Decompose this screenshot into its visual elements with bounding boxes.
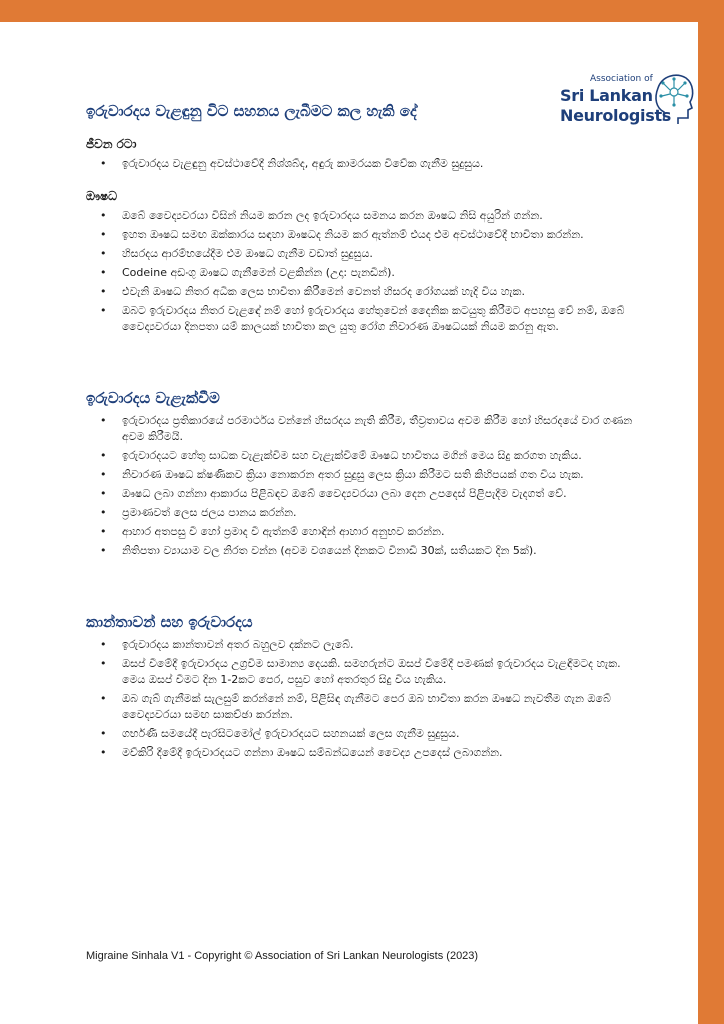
logo-text-line1: Association of bbox=[590, 74, 653, 84]
section-title-women: කාන්තාවන් සහ ඉරුවාරදය bbox=[86, 613, 253, 631]
list-item: • මව්කිරි දීමේදී ඉරුවාරදයට ගන්නා ඖෂධ සම්බන්ධයෙන් වෛද්‍ය උපදෙස් ලබාගන්න. bbox=[100, 745, 646, 761]
list-item: • හිසරදය ආරම්භයේදීම එම ඖෂධ ගැනීම වඩාත් සුදුසුය. bbox=[100, 246, 646, 262]
list-item: • නිවාරණ ඖෂධ ක්ෂණිකව ක්‍රියා නොකරන අතර සුදුසු ලෙස ක්‍රියා කිරීමට සති කිහිපයක් ගත විය හැක. bbox=[100, 467, 646, 483]
brain-head-icon bbox=[650, 68, 696, 128]
medication-list bbox=[86, 208, 646, 335]
list-item: • ආහාර අතපසු වී හෝ ප්‍රමාද වී ඇත්නම් හොඳින් ආහාර අනුභව කරන්න. bbox=[100, 524, 646, 540]
list-item: • ඉරුවාරදයට හේතු සාධක වැළැක්වීම සහ වැළැක්වීමේ ඖෂධ භාවිතය මගින් මෙය සිදු කරගත හැකිය. bbox=[100, 448, 646, 464]
right-accent-bar bbox=[698, 0, 724, 1024]
prevention-list bbox=[86, 413, 646, 559]
list-item: • ඉරුවාරදය වැළඳුනු අවස්ථාවේදී නිශ්ශබ්ද, අඳුරු කාමරයක විවේක ගැනීම සුදුසුය. bbox=[100, 156, 646, 172]
list-item: • ඉරුවාරදය කාන්තාවන් අතර බහුලව දක්නට ලැබේ. bbox=[100, 637, 646, 653]
list-item: • ඔසප් වීමේදී ඉරුවාරදය උග්‍රවීම සාමාන්‍ය දෙයකි. සමහරුන්ට ඔසප් වීමේදී පමණක් ඉරුවාරදය වැළඳීමටද හැක. මෙය ඔසප් වීමට දින 1-2කට පෙර, පසුව හෝ අතරතුර සිදු විය හැකිය. bbox=[100, 656, 646, 688]
list-item: • නිතිපතා ව්‍යායාම වල නිරත වන්න (අවම වශයෙන් දිනකට විනාඩි 30ක්, සතියකට දින 5ක්). bbox=[100, 543, 646, 559]
list-item: • ඉහත ඖෂධ සමඟ ඔක්කාරය සඳහා ඖෂධද නියම කර ඇත්නම් එයද එම අවස්ථාවේදී භාවිතා කරන්න. bbox=[100, 227, 646, 243]
footer-copyright: Migraine Sinhala V1 - Copyright © Association of Sri Lankan Neurologists (2023) bbox=[86, 950, 479, 962]
top-accent-bar bbox=[0, 0, 724, 22]
list-item: • Codeine අඩංගු ඖෂධ ගැනීමෙන් වළකින්න (උදා: පැනඩීන්). bbox=[100, 265, 646, 281]
section-title-prevention: ඉරුවාරදය වැළැක්වීම bbox=[86, 389, 220, 407]
women-list bbox=[86, 637, 646, 761]
list-item: • ඖෂධ ලබා ගන්නා ආකාරය පිළිබඳව ඔබේ වෛද්‍යවරයා ලබා දෙන උපදෙස් පිළිපැදීම වැදගත් වේ. bbox=[100, 486, 646, 502]
list-item: • ඉරුවාරදය ප්‍රතිකාරයේ පරමාර්ථය වන්නේ හිසරදය නැති කිරීම, තීව්‍රතාවය අවම කිරීම හෝ හිසරදයේ වාර ගණන අවම කිරීමයි. bbox=[100, 413, 646, 445]
list-item: • ඔබ ගැබ් ගැනීමක් සැලසුම් කරන්නේ නම්, පිළිසිඳ ගැනීමට පෙර ඔබ භාවිතා කරන ඖෂධ නැවතීම ගැන ඔබේ වෛද්‍යවරයා සමඟ සාකච්ඡා කරන්න. bbox=[100, 691, 646, 723]
section-title-relief: ඉරුවාරදය වැළඳුනු විට සහනය ලැබීමට කල හැකි දේ bbox=[86, 102, 417, 120]
page-content bbox=[86, 100, 646, 764]
list-item: • ඔබට ඉරුවාරදය නිතර වැළඳේ නම් හෝ ඉරුවාරදය හේතුවෙන් දෛනික කටයුතු කිරීමට අපහසු වේ නම්, ඔබේ වෛද්‍යවරයා දිනපතා යම් කාලයක් භාවිතා කල යුතු රෝග නිවාරණ ඖෂධයක් නියම කරනු ඇත. bbox=[100, 303, 646, 335]
lifestyle-list bbox=[86, 156, 646, 172]
list-item: • ඔබේ වෛද්‍යවරයා විසින් නියම කරන ලද ඉරුවාරදය සමනය කරන ඖෂධ නිසි අයුරින් ගන්න. bbox=[100, 208, 646, 224]
logo-text-line2: Sri Lankan bbox=[560, 86, 653, 105]
list-item: • ප්‍රමාණවත් ලෙස ජලය පානය කරන්න. bbox=[100, 505, 646, 521]
list-item: • ගර්භණී සමයේදී පැරසිටමෝල් ඉරුවාරදයට සහනයක් ලෙස ගැනීම සුදුසුය. bbox=[100, 726, 646, 742]
logo-text-line3: Neurologists bbox=[560, 106, 672, 125]
list-item: • එවැනි ඖෂධ නිතර අධික ලෙස භාවිතා කිරීමෙන් වෙනත් හිසරද රෝගයක් හැදි විය හැක. bbox=[100, 284, 646, 300]
subheading-lifestyle: ජීවන රටා bbox=[86, 137, 137, 151]
subheading-medication: ඖෂධ bbox=[86, 189, 118, 203]
